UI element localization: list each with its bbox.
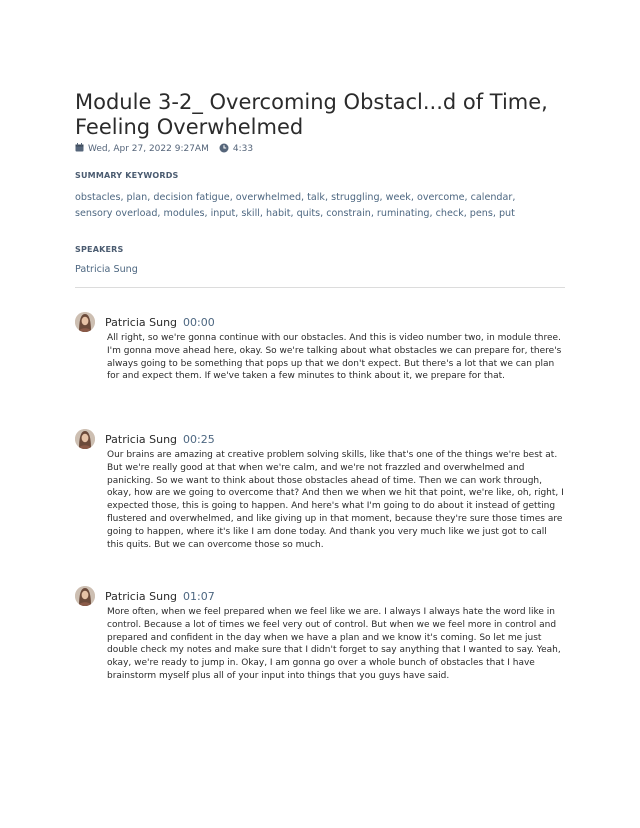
speaker-label: Patricia Sung [105,316,178,329]
transcript-entry [75,429,565,550]
avatar [75,312,95,332]
speakers-list: Patricia Sung [75,264,138,275]
section-divider [75,287,565,288]
transcript-entry [75,586,565,681]
recording-duration: 4:33 [232,144,254,154]
timestamp: 01:07 [183,590,215,603]
recording-date: Wed, Apr 27, 2022 9:27AM [88,144,209,154]
transcript-text: Our brains are amazing at creative problem solving skills, like that's one of the things we're best at. But we're really good at that when we're calm, and we're not frazzled and overwhelmed and panicking. So we want to think about those obstacles ahead of time. Then we can work through, okay, how are we going to overcome that? And then we when we hit that point, we're like, oh, right, I expected those, this is going to happen. And here's what I'm going to do about it instead of getting flustered and overwhelmed, and like giving up in that moment, because they're sure those times are going to happen, where it's like I am done today. And thank you very much like we just got to call this quits. But we can overcome those so much. [107,450,564,550]
timestamp: 00:00 [183,316,215,329]
clock-icon [219,143,229,156]
transcript-text: More often, when we feel prepared when we feel like we are. I always I always hate the word like in control. Because a lot of times we feel very out of control. But when we we feel more in control and prepared and confident in the day when we have a plan and we know it's coming. So let me just double check my notes and make sure that I didn't forget to say anything that I wanted to say. Yeah, okay, we're ready to jump in. Okay, I am gonna go over a whole bunch of obstacles that I have brainstorm myself plus all of your input into things that you guys have said. [107,607,561,681]
avatar [75,429,95,449]
document-title: Module 3-2_ Overcoming Obstacl...d of Time, Feeling Overwhelmed [75,90,548,139]
transcript-text: All right, so we're gonna continue with our obstacles. And this is video number two, in module three. I'm gonna move ahead here, okay. So we're talking about what obstacles we can prepare for, there's always going to be something that pops up that we don't expect. But there's a lot that we can plan for and expect them. If we've taken a few minutes to think about it, we prepare for that. [107,333,562,382]
speaker-name [105,590,215,603]
speaker-name [105,433,215,446]
summary-keywords: obstacles, plan, decision fatigue, overwhelmed, talk, struggling, week, overcome, calendar, sensory overload, modules, input, skill, habit, quits, constrain, ruminating, check, pens, put [75,192,516,219]
transcript-entry [75,312,565,382]
calendar-icon [75,143,84,155]
speaker-label: Patricia Sung [105,590,178,603]
timestamp: 00:25 [183,433,215,446]
summary-keywords-heading: SUMMARY KEYWORDS [75,171,179,180]
speaker-label: Patricia Sung [105,433,178,446]
speaker-name [105,316,215,329]
avatar [75,586,95,606]
speakers-heading: SPEAKERS [75,245,124,254]
recording-meta [75,142,253,156]
